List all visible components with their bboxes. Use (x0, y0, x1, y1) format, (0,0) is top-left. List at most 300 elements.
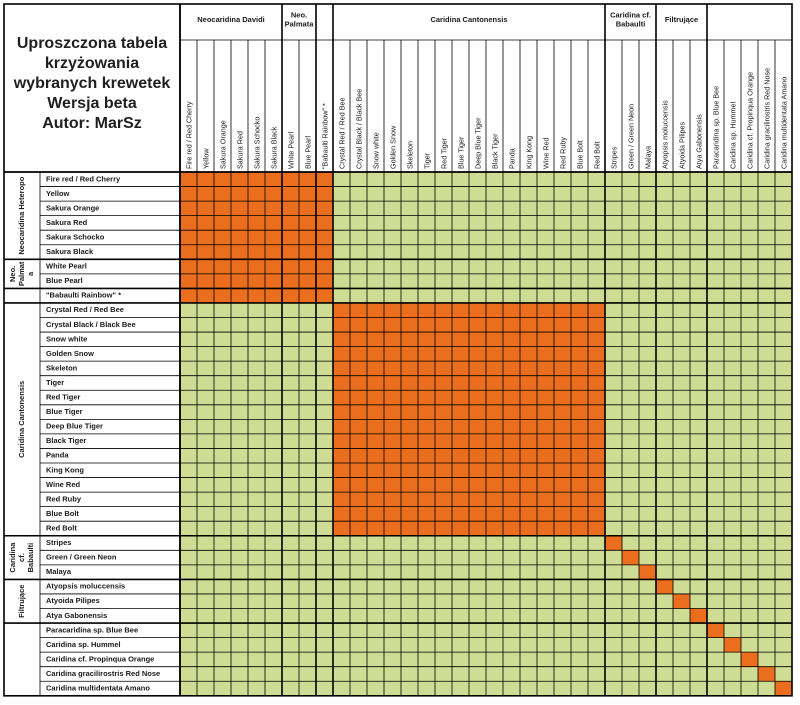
cell-compatible (469, 230, 486, 245)
cell-compatible (231, 463, 248, 478)
cell-compatible (690, 390, 707, 405)
cell-compatible (673, 332, 690, 347)
cell-crossbreed (486, 463, 503, 478)
cell-compatible (197, 434, 214, 449)
cell-compatible (758, 216, 775, 231)
column-label: Caridina multidentata Amano (779, 76, 789, 169)
cell-compatible (724, 434, 741, 449)
cell-compatible (520, 638, 537, 653)
cell-compatible (350, 667, 367, 682)
cell-compatible (741, 507, 758, 522)
cell-compatible (605, 245, 622, 260)
cell-crossbreed (571, 448, 588, 463)
cell-compatible (316, 681, 333, 696)
cell-compatible (367, 172, 384, 187)
cell-crossbreed (520, 521, 537, 536)
cell-compatible (537, 667, 554, 682)
cell-compatible (401, 288, 418, 303)
cell-compatible (214, 332, 231, 347)
column-group-label: Caridina Cantonensis (430, 15, 508, 24)
cell-compatible (622, 230, 639, 245)
cell-compatible (673, 419, 690, 434)
cell-compatible (214, 579, 231, 594)
cell-compatible (673, 536, 690, 551)
cell-compatible (503, 172, 520, 187)
cell-compatible (656, 216, 673, 231)
cell-compatible (248, 594, 265, 609)
cell-crossbreed (384, 332, 401, 347)
cell-compatible (231, 332, 248, 347)
cell-compatible (741, 288, 758, 303)
title-line: Uproszczona tabela (16, 35, 168, 52)
cell-compatible (401, 667, 418, 682)
cell-compatible (520, 172, 537, 187)
cell-crossbreed (248, 230, 265, 245)
cell-crossbreed (265, 201, 282, 216)
cell-compatible (588, 259, 605, 274)
cell-compatible (435, 609, 452, 624)
cell-compatible (180, 609, 197, 624)
cell-crossbreed (537, 318, 554, 333)
cell-compatible (605, 492, 622, 507)
cell-compatible (605, 579, 622, 594)
cell-crossbreed (503, 492, 520, 507)
row-group-label: Neo. (7, 265, 17, 282)
cell-crossbreed (401, 390, 418, 405)
cell-compatible (265, 419, 282, 434)
cell-compatible (265, 507, 282, 522)
cell-compatible (758, 419, 775, 434)
cell-compatible (758, 288, 775, 303)
cell-compatible (673, 361, 690, 376)
cell-compatible (384, 288, 401, 303)
cell-crossbreed (452, 507, 469, 522)
cell-compatible (316, 478, 333, 493)
row-label: Caridina cf. Propinqua Orange (46, 654, 155, 664)
cell-compatible (537, 623, 554, 638)
row-label: Red Tiger (46, 392, 81, 402)
cell-crossbreed (435, 434, 452, 449)
cell-compatible (588, 216, 605, 231)
cell-compatible (401, 550, 418, 565)
cell-crossbreed (554, 390, 571, 405)
cell-compatible (537, 536, 554, 551)
cell-compatible (639, 536, 656, 551)
cell-compatible (214, 609, 231, 624)
cell-compatible (724, 463, 741, 478)
cell-compatible (554, 652, 571, 667)
cell-compatible (503, 652, 520, 667)
cell-compatible (316, 361, 333, 376)
cell-crossbreed (197, 172, 214, 187)
cell-crossbreed (520, 448, 537, 463)
cell-compatible (775, 332, 792, 347)
row-label: Yellow (46, 188, 70, 198)
cell-compatible (656, 332, 673, 347)
cell-crossbreed (418, 419, 435, 434)
cell-crossbreed (588, 507, 605, 522)
cell-compatible (248, 463, 265, 478)
cell-compatible (503, 623, 520, 638)
cell-compatible (248, 550, 265, 565)
cell-compatible (282, 550, 299, 565)
cell-compatible (452, 245, 469, 260)
cell-compatible (656, 201, 673, 216)
cell-compatible (469, 288, 486, 303)
cell-compatible (741, 245, 758, 260)
cell-compatible (350, 187, 367, 202)
cell-compatible (231, 478, 248, 493)
cell-compatible (758, 565, 775, 580)
cell-compatible (690, 332, 707, 347)
cell-crossbreed (231, 274, 248, 289)
row-label: Crystal Black / Black Bee (46, 319, 136, 329)
cell-compatible (707, 288, 724, 303)
cell-crossbreed (248, 172, 265, 187)
row-label: White Pearl (46, 261, 87, 271)
cell-compatible (316, 521, 333, 536)
cell-compatible (231, 579, 248, 594)
row-group-label: Filtrujące (16, 584, 26, 618)
cell-compatible (350, 245, 367, 260)
cell-compatible (231, 347, 248, 362)
cell-compatible (452, 667, 469, 682)
cell-compatible (503, 187, 520, 202)
cell-crossbreed (282, 288, 299, 303)
cell-crossbreed (503, 434, 520, 449)
cell-compatible (333, 638, 350, 653)
cell-compatible (724, 419, 741, 434)
cell-compatible (758, 303, 775, 318)
cell-compatible (469, 550, 486, 565)
cell-compatible (571, 216, 588, 231)
cell-compatible (265, 536, 282, 551)
cell-compatible (503, 536, 520, 551)
cell-crossbreed (350, 448, 367, 463)
row-label: Red Bolt (46, 523, 77, 533)
cell-crossbreed (452, 492, 469, 507)
cell-compatible (690, 448, 707, 463)
cell-compatible (758, 172, 775, 187)
cell-compatible (639, 303, 656, 318)
cell-compatible (435, 187, 452, 202)
cell-compatible (588, 579, 605, 594)
cell-compatible (554, 609, 571, 624)
cell-compatible (588, 288, 605, 303)
cell-crossbreed (248, 201, 265, 216)
cell-compatible (214, 565, 231, 580)
cell-compatible (690, 245, 707, 260)
cell-crossbreed (197, 187, 214, 202)
cell-compatible (248, 623, 265, 638)
cell-compatible (214, 347, 231, 362)
cell-compatible (469, 187, 486, 202)
cell-compatible (656, 652, 673, 667)
row-label: Crystal Red / Red Bee (46, 305, 124, 315)
cell-compatible (350, 623, 367, 638)
cell-crossbreed (401, 419, 418, 434)
cell-compatible (214, 405, 231, 420)
cell-compatible (282, 318, 299, 333)
row-label: Black Tiger (46, 436, 87, 446)
cell-compatible (418, 681, 435, 696)
cell-compatible (622, 259, 639, 274)
cell-compatible (248, 579, 265, 594)
cell-compatible (707, 521, 724, 536)
cell-compatible (656, 303, 673, 318)
cell-compatible (690, 492, 707, 507)
cell-crossbreed (469, 318, 486, 333)
cell-crossbreed (299, 274, 316, 289)
column-label: Black Tiger (490, 133, 500, 169)
cell-compatible (384, 216, 401, 231)
row-label: Sakura Schocko (46, 232, 105, 242)
cell-compatible (469, 259, 486, 274)
cell-crossbreed (673, 594, 690, 609)
row-label: King Kong (46, 465, 84, 475)
cell-compatible (690, 623, 707, 638)
cell-compatible (724, 201, 741, 216)
cell-compatible (469, 609, 486, 624)
cell-compatible (197, 405, 214, 420)
cell-compatible (707, 347, 724, 362)
cell-compatible (639, 201, 656, 216)
cell-compatible (707, 652, 724, 667)
cell-compatible (503, 565, 520, 580)
cell-compatible (537, 609, 554, 624)
cell-crossbreed (571, 419, 588, 434)
cell-crossbreed (231, 245, 248, 260)
cell-compatible (605, 681, 622, 696)
cell-compatible (214, 667, 231, 682)
cell-compatible (401, 652, 418, 667)
row-label: Skeleton (46, 363, 78, 373)
cell-compatible (775, 550, 792, 565)
cell-compatible (639, 376, 656, 391)
cell-crossbreed (469, 332, 486, 347)
cell-compatible (605, 521, 622, 536)
cell-crossbreed (384, 361, 401, 376)
cell-compatible (673, 448, 690, 463)
cell-crossbreed (384, 478, 401, 493)
cell-compatible (486, 652, 503, 667)
cell-crossbreed (231, 172, 248, 187)
cell-compatible (282, 667, 299, 682)
cell-compatible (775, 565, 792, 580)
cell-crossbreed (588, 347, 605, 362)
cell-compatible (435, 230, 452, 245)
cell-compatible (656, 390, 673, 405)
cell-compatible (282, 638, 299, 653)
cell-crossbreed (282, 245, 299, 260)
cell-compatible (316, 667, 333, 682)
cell-compatible (554, 550, 571, 565)
cell-compatible (775, 448, 792, 463)
cell-compatible (554, 623, 571, 638)
cell-compatible (571, 245, 588, 260)
cell-crossbreed (520, 318, 537, 333)
cell-compatible (724, 187, 741, 202)
cell-crossbreed (384, 521, 401, 536)
cell-compatible (775, 536, 792, 551)
cell-crossbreed (401, 361, 418, 376)
cell-compatible (333, 652, 350, 667)
cell-crossbreed (503, 419, 520, 434)
cell-crossbreed (350, 434, 367, 449)
cell-compatible (588, 638, 605, 653)
cell-compatible (180, 303, 197, 318)
cell-crossbreed (452, 318, 469, 333)
cell-compatible (214, 376, 231, 391)
cell-compatible (486, 579, 503, 594)
cell-compatible (605, 478, 622, 493)
cell-compatible (316, 623, 333, 638)
cell-compatible (282, 434, 299, 449)
cell-crossbreed (571, 478, 588, 493)
cell-compatible (605, 361, 622, 376)
cell-compatible (639, 419, 656, 434)
cell-compatible (707, 216, 724, 231)
cell-crossbreed (537, 361, 554, 376)
cell-compatible (248, 434, 265, 449)
cell-compatible (554, 565, 571, 580)
cell-compatible (707, 492, 724, 507)
cell-compatible (537, 565, 554, 580)
cell-crossbreed (724, 638, 741, 653)
cell-crossbreed (707, 623, 724, 638)
cell-crossbreed (316, 230, 333, 245)
cell-compatible (214, 492, 231, 507)
cell-compatible (316, 565, 333, 580)
cell-compatible (520, 536, 537, 551)
cell-compatible (605, 652, 622, 667)
cell-compatible (588, 667, 605, 682)
cell-crossbreed (503, 361, 520, 376)
cell-compatible (622, 390, 639, 405)
cell-crossbreed (605, 536, 622, 551)
cell-compatible (537, 172, 554, 187)
cell-compatible (707, 259, 724, 274)
cell-compatible (282, 390, 299, 405)
cell-compatible (724, 259, 741, 274)
cell-crossbreed (588, 521, 605, 536)
cell-compatible (741, 594, 758, 609)
cell-compatible (656, 405, 673, 420)
column-label: Red Tiger (439, 137, 449, 169)
cell-compatible (197, 318, 214, 333)
cell-crossbreed (333, 478, 350, 493)
cell-compatible (656, 361, 673, 376)
cell-compatible (282, 594, 299, 609)
cell-compatible (605, 667, 622, 682)
cell-crossbreed (197, 288, 214, 303)
cell-compatible (231, 448, 248, 463)
cell-crossbreed (248, 187, 265, 202)
cell-crossbreed (537, 434, 554, 449)
cell-compatible (690, 419, 707, 434)
cell-compatible (367, 216, 384, 231)
cell-crossbreed (418, 318, 435, 333)
cell-compatible (707, 361, 724, 376)
cell-compatible (690, 216, 707, 231)
cell-compatible (197, 652, 214, 667)
cell-crossbreed (571, 303, 588, 318)
cell-crossbreed (554, 492, 571, 507)
cell-crossbreed (486, 303, 503, 318)
cell-compatible (656, 492, 673, 507)
cell-compatible (741, 550, 758, 565)
cell-compatible (605, 318, 622, 333)
cell-compatible (758, 638, 775, 653)
cell-compatible (690, 274, 707, 289)
cell-compatible (469, 172, 486, 187)
row-label: Blue Tiger (46, 407, 83, 417)
cell-compatible (282, 579, 299, 594)
cell-compatible (469, 681, 486, 696)
cell-compatible (333, 623, 350, 638)
cell-compatible (282, 478, 299, 493)
cell-crossbreed (350, 419, 367, 434)
cell-compatible (452, 201, 469, 216)
cell-crossbreed (469, 478, 486, 493)
cell-crossbreed (537, 405, 554, 420)
cell-compatible (180, 492, 197, 507)
cell-compatible (639, 259, 656, 274)
row-group-label: Caridina (7, 542, 17, 573)
row-group-label: Babaulti (25, 542, 35, 573)
cell-compatible (639, 667, 656, 682)
cell-compatible (741, 230, 758, 245)
cell-crossbreed (299, 245, 316, 260)
cell-crossbreed (537, 478, 554, 493)
cell-compatible (656, 419, 673, 434)
cell-crossbreed (435, 521, 452, 536)
cell-crossbreed (180, 187, 197, 202)
cell-crossbreed (350, 463, 367, 478)
cell-compatible (639, 594, 656, 609)
cell-compatible (775, 288, 792, 303)
cell-compatible (282, 521, 299, 536)
cell-compatible (605, 187, 622, 202)
column-label: Sakura Orange (218, 120, 228, 169)
cell-compatible (316, 652, 333, 667)
cell-compatible (588, 245, 605, 260)
cell-crossbreed (350, 390, 367, 405)
title-line: Autor: MarSz (42, 115, 142, 132)
cell-compatible (741, 172, 758, 187)
cell-compatible (656, 565, 673, 580)
cell-compatible (231, 405, 248, 420)
cell-compatible (231, 623, 248, 638)
cell-compatible (639, 288, 656, 303)
cell-compatible (707, 230, 724, 245)
cell-crossbreed (197, 201, 214, 216)
cell-compatible (452, 638, 469, 653)
cell-crossbreed (350, 478, 367, 493)
cell-crossbreed (741, 652, 758, 667)
cell-compatible (605, 303, 622, 318)
cell-crossbreed (452, 405, 469, 420)
cell-compatible (673, 609, 690, 624)
cell-compatible (520, 652, 537, 667)
cell-crossbreed (571, 347, 588, 362)
cell-crossbreed (435, 347, 452, 362)
cell-compatible (401, 172, 418, 187)
row-group-label: a (25, 271, 35, 276)
cell-crossbreed (571, 376, 588, 391)
cell-crossbreed (554, 507, 571, 522)
cell-compatible (639, 448, 656, 463)
